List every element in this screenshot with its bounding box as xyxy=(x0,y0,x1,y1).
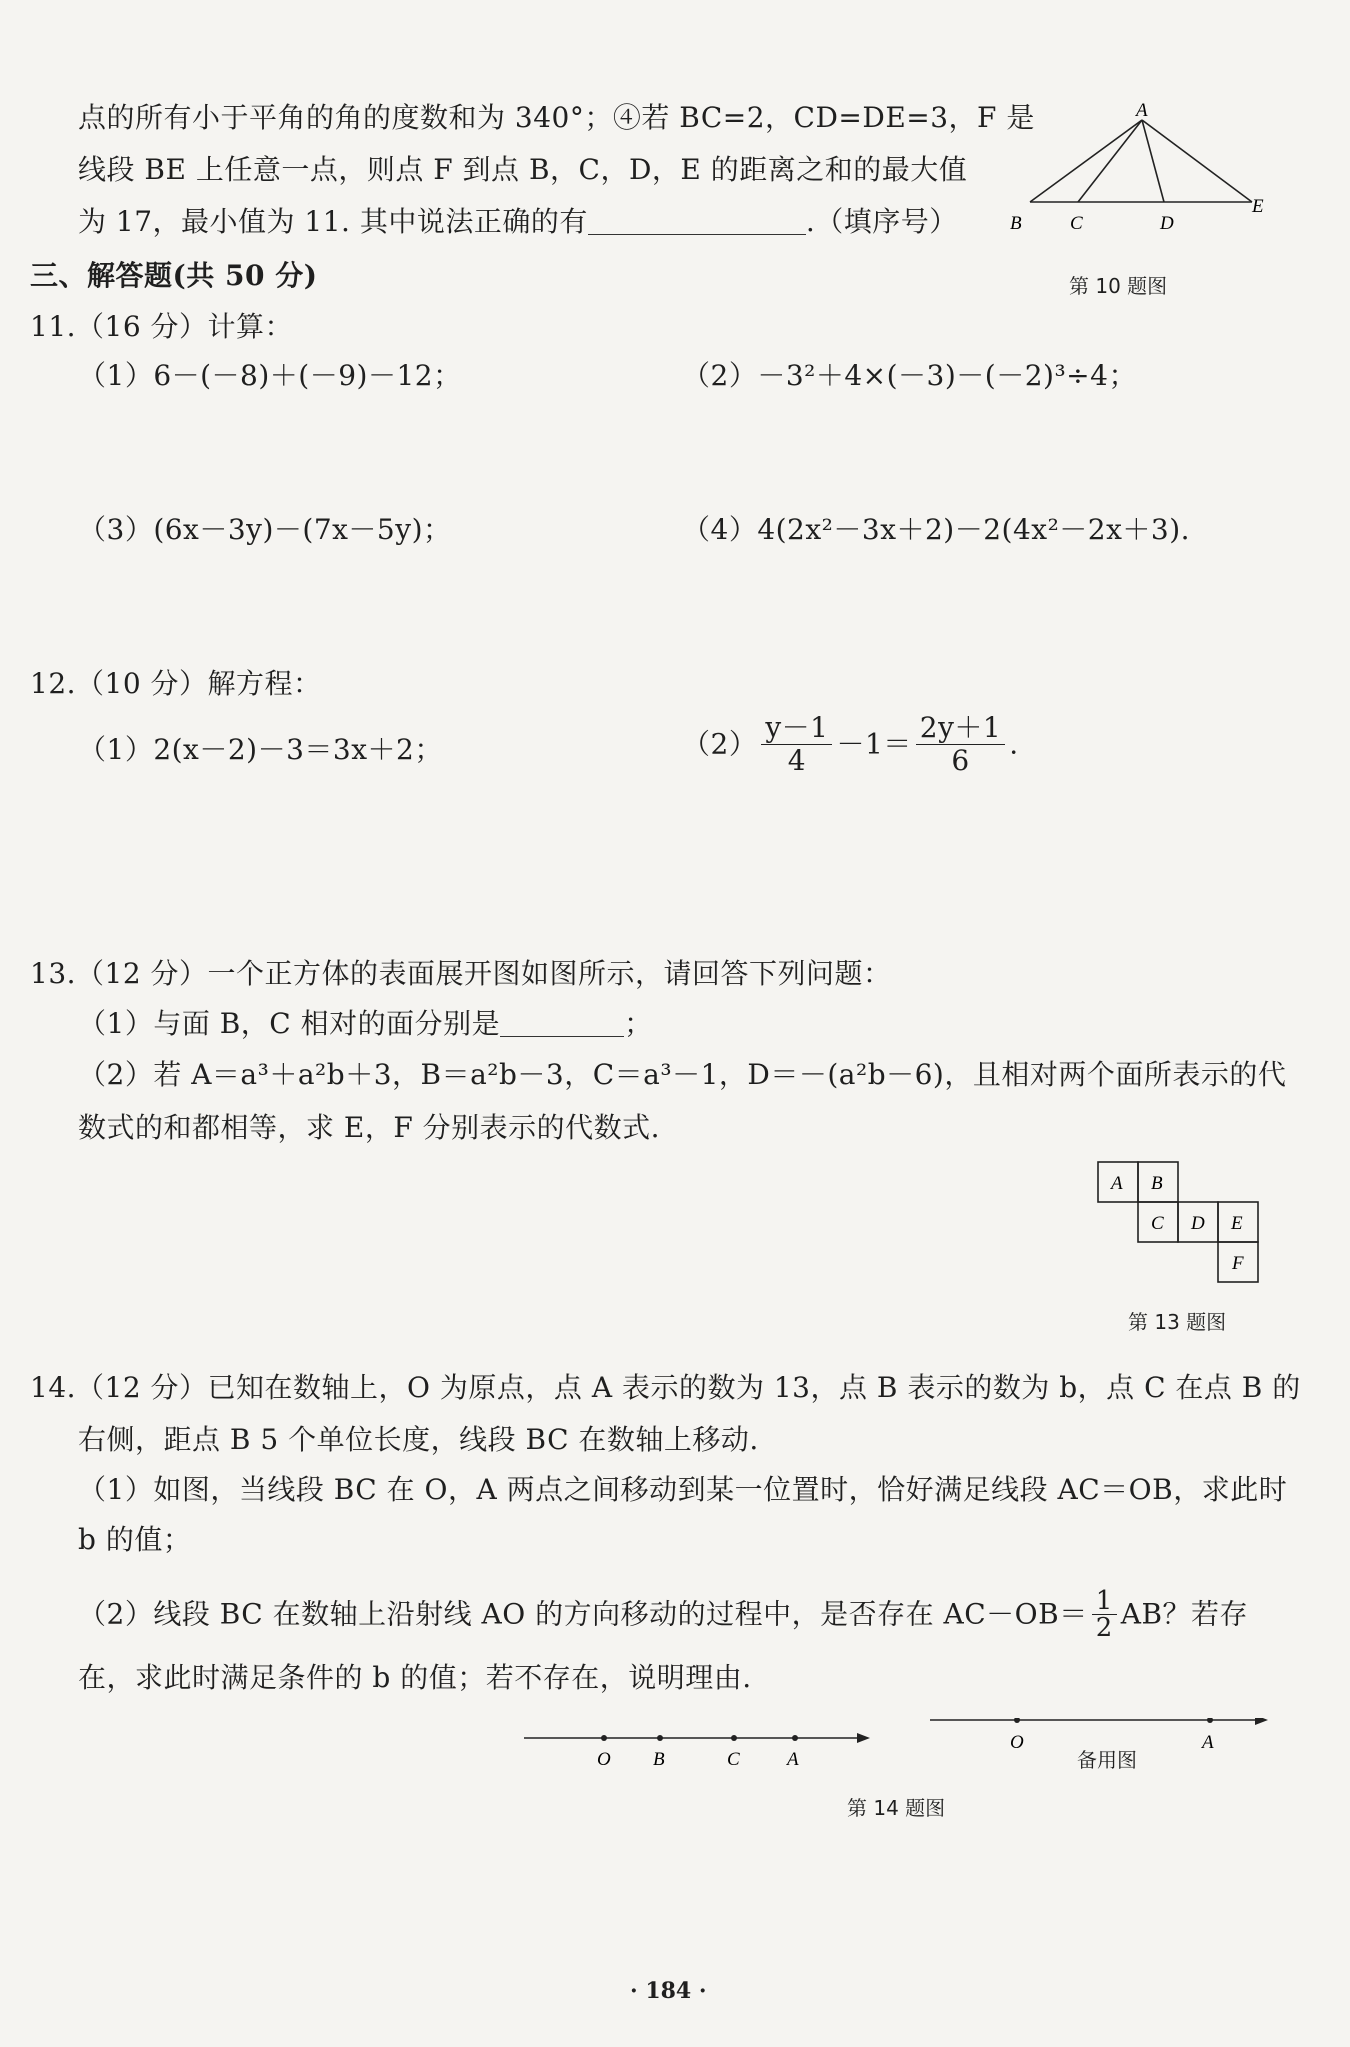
q13-face-c: C xyxy=(1151,1213,1164,1234)
q12-fraction-2-num: 2y＋1 xyxy=(916,712,1005,745)
q14-spare-label-o: O xyxy=(1010,1732,1024,1753)
q13-cube-net-figure xyxy=(1096,1160,1266,1290)
q13-part-2-line-1: （2）若 A＝a³＋a²b＋3，B＝a²b－3，C＝a³－1，D＝－(a²b－6)，且相对两个面所表示的代 xyxy=(78,1058,1287,1091)
q13-face-d: D xyxy=(1191,1213,1205,1234)
q12-fraction-2 xyxy=(916,712,1005,777)
q14-main-axis xyxy=(524,1733,870,1770)
q10-line-2: 线段 BE 上任意一点，则点 F 到点 B，C，D，E 的距离之和的最大值 xyxy=(78,153,968,186)
q14-part-2-line-1 xyxy=(78,1588,1248,1641)
q10-label-a: A xyxy=(1136,100,1148,121)
q14-fraction-num: 1 xyxy=(1092,1588,1117,1615)
q10-label-b: B xyxy=(1010,213,1022,234)
q13-face-a: A xyxy=(1111,1173,1123,1194)
q13-part-1-text: （1）与面 B，C 相对的面分别是 xyxy=(78,1007,501,1040)
q12-part-2-mid: －1＝ xyxy=(836,727,912,761)
q11-part-1: （1）6－(－8)＋(－9)－12； xyxy=(78,359,462,392)
q14-part-2-text-end: AB？若存 xyxy=(1120,1597,1249,1631)
q10-line-3-end: .（填序号） xyxy=(805,205,958,238)
q13-part-1 xyxy=(78,1004,653,1044)
q10-figure-caption: 第 10 题图 xyxy=(1069,274,1168,298)
q10-triangle-figure xyxy=(1000,100,1290,240)
q13-answer-blank[interactable] xyxy=(500,1010,624,1037)
q11-part-2: （2）－3²＋4×(－3)－(－2)³÷4； xyxy=(682,359,1137,392)
q10-label-c: C xyxy=(1070,213,1083,234)
q10-line-3-text: 为 17，最小值为 11. 其中说法正确的有 xyxy=(78,205,588,238)
q14-figure-caption: 第 14 题图 xyxy=(847,1796,946,1820)
q13-part-2-line-2: 数式的和都相等，求 E，F 分别表示的代数式. xyxy=(78,1111,661,1144)
q12-part-1: （1）2(x－2)－3＝3x＋2； xyxy=(78,733,443,766)
q11-part-3: （3）(6x－3y)－(7x－5y)； xyxy=(78,513,452,546)
q14-part-2-line-2: 在，求此时满足条件的 b 的值；若不存在，说明理由. xyxy=(78,1661,752,1694)
q11-part-4: （4）4(2x²－3x＋2)－2(4x²－2x＋3). xyxy=(682,513,1191,546)
q14-part-1-line-1: （1）如图，当线段 BC 在 O，A 两点之间移动到某一位置时，恰好满足线段 AC＝OB，求此时 xyxy=(78,1473,1288,1506)
page-number: · 184 · xyxy=(630,1978,707,2004)
q10-label-d: D xyxy=(1160,213,1174,234)
q14-spare-label-a: A xyxy=(1202,1732,1214,1753)
q14-axis-label-a: A xyxy=(787,1749,799,1770)
q14-axis-label-c: C xyxy=(727,1749,740,1770)
q14-line-2: 右侧，距点 B 5 个单位长度，线段 BC 在数轴上移动. xyxy=(78,1423,759,1456)
q14-fraction xyxy=(1092,1588,1117,1641)
q12-fraction-1 xyxy=(761,712,832,777)
q12-fraction-2-den: 6 xyxy=(951,744,970,777)
q13-face-e: E xyxy=(1231,1213,1243,1234)
q13-header: 13.（12 分）一个正方体的表面展开图如图所示，请回答下列问题： xyxy=(30,957,892,990)
q14-line-1: 14.（12 分）已知在数轴上，O 为原点，点 A 表示的数为 13，点 B 表示的数为 b，点 C 在点 B 的 xyxy=(30,1371,1301,1404)
q10-label-e: E xyxy=(1252,196,1264,217)
q12-part-2 xyxy=(682,712,1019,777)
q13-face-b: B xyxy=(1151,1173,1163,1194)
q13-part-1-end: ； xyxy=(624,1007,653,1040)
q14-axis-label-b: B xyxy=(653,1749,665,1770)
q13-face-f: F xyxy=(1232,1253,1244,1274)
q12-header: 12.（10 分）解方程： xyxy=(30,667,322,700)
q14-spare-caption: 备用图 xyxy=(1077,1748,1137,1772)
q12-fraction-1-den: 4 xyxy=(787,744,807,777)
section-title: 三、解答题(共 50 分) xyxy=(30,259,318,292)
q10-line-3 xyxy=(78,202,958,242)
q14-part-2-text: （2）线段 BC 在数轴上沿射线 AO 的方向移动的过程中，是否存在 AC－OB＝ xyxy=(78,1597,1088,1631)
q10-answer-blank[interactable] xyxy=(588,208,806,235)
q14-part-1-line-2: b 的值； xyxy=(78,1523,192,1556)
q14-fraction-den: 2 xyxy=(1095,1613,1113,1643)
q14-axis-label-o: O xyxy=(597,1749,611,1770)
q12-part-2-label: （2） xyxy=(682,727,758,761)
q10-line-1: 点的所有小于平角的角的度数和为 340°；④若 BC=2，CD=DE=3，F 是 xyxy=(78,101,1035,134)
q13-figure-caption: 第 13 题图 xyxy=(1128,1310,1227,1334)
q12-fraction-1-num: y－1 xyxy=(761,712,832,745)
q12-part-2-end: . xyxy=(1009,727,1019,761)
q11-header: 11.（16 分）计算： xyxy=(30,310,294,343)
